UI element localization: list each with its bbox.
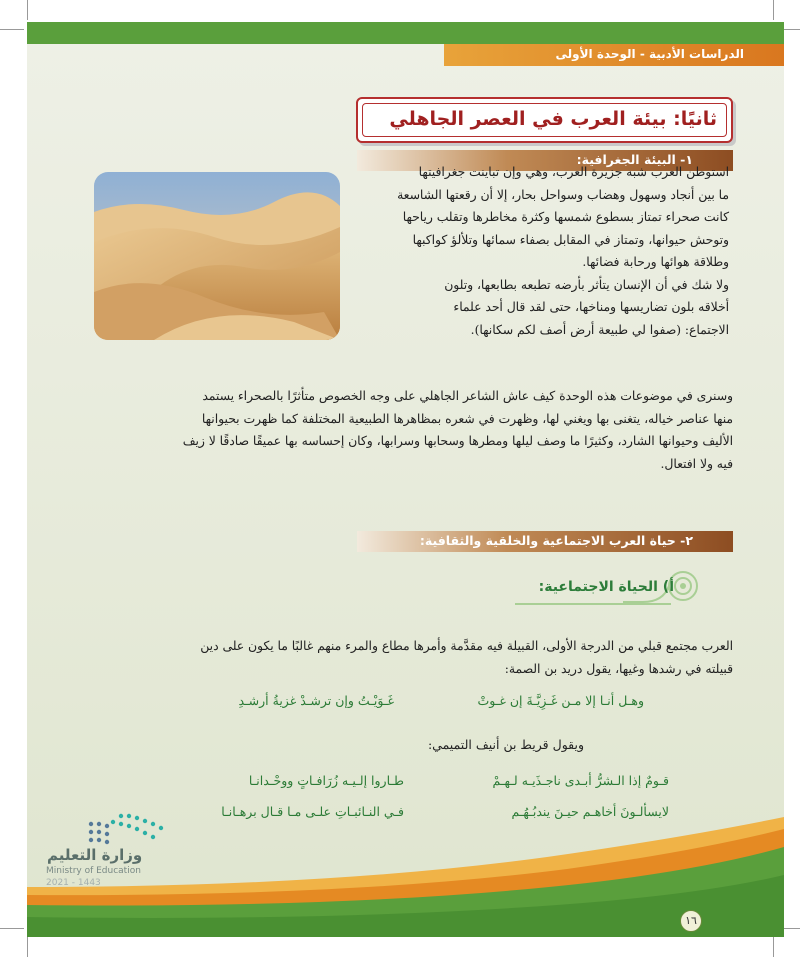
subheading-underline: [515, 603, 671, 605]
text-line: وطلاقة هوائها ورحابة فضائها.: [582, 255, 729, 269]
crop-mark: [27, 937, 28, 957]
text-line: قبيلته في رشدها وغيها، يقول دريد بن الصمة:: [504, 661, 733, 676]
page: [27, 22, 784, 937]
social-life-subheading: أ) الحياة الاجتماعية:: [538, 579, 674, 595]
social-paragraph: [97, 635, 733, 680]
crop-mark: [0, 29, 24, 30]
crop-mark: [773, 937, 774, 957]
text-line: ولا شك في أن الإنسان يتأثر بأرضه تطبعه بطابعها، وتلون: [444, 277, 729, 292]
text-line: الاجتماع: (صفوا لي طبيعة أرض أصف لكم سكانها).: [470, 322, 729, 337]
verse-ajuz: غَـوَيْـتُ وإن ترشـدْ غزيةُ أرشـدِ: [238, 693, 394, 708]
top-green-bar: [27, 22, 784, 44]
unit-header-label: الدراسات الأدبية - الوحدة الأولى: [555, 47, 744, 61]
ministry-logo-english: Ministry of Education: [46, 866, 141, 876]
text-line: كانت صحراء تمتاز بسطوع شمسها وكثرة مخاطرها وتقلب رياحها: [402, 210, 729, 224]
lesson-title-box: [356, 97, 733, 143]
geography-wide-paragraph: [97, 385, 733, 475]
text-line: ما بين أنجاد وسهول وهضاب وسواحل بحار، إلا أن رقعتها الشاسعة: [397, 187, 729, 202]
unit-header-tab: [444, 44, 784, 66]
text-line: فيه ولا افتعال.: [660, 456, 733, 471]
section-heading-bar: [357, 531, 733, 552]
verse-intro: ويقول قريط بن أنيف التميمي:: [427, 737, 584, 752]
section-heading-social: ٢- حياة العرب الاجتماعية والخلقية والثقافية:: [419, 533, 693, 548]
ministry-logo-arabic: وزارة التعليم: [47, 846, 143, 864]
verse-sadr: لايسألـونَ أخاهـم حيـنَ يندبُـهُـم: [511, 804, 669, 819]
text-line: العرب مجتمع قبلي من الدرجة الأولى، القبيلة فيه مقدَّمة وأمرها مطاع والمرء منهم غالبًا ما يكون على دين: [200, 639, 733, 653]
page-number: ١٦: [680, 910, 702, 932]
crop-mark: [0, 928, 24, 929]
desert-dunes-picture: [94, 172, 340, 340]
geography-paragraph: [329, 161, 729, 341]
verse-sadr: وهـل أنـا إلا مـن غَـزِيَّـةَ إن غـوتْ: [477, 693, 644, 708]
verse-ajuz: فـي النـائبـاتِ علـى مـا قـال برهـانـا: [221, 804, 404, 819]
text-line: الأليف وحيوانها الشارد، وكثيرًا ما وصف ليلها ومطرها وسحابها وسرابها، وكان إحساسه بها عميقًا صادقًا لا زيف: [182, 434, 733, 448]
text-line: وتوحش حيوانها، وتمتاز في المقابل بصفاء سمائها وتلألؤ كواكبها: [412, 232, 729, 247]
crop-mark: [773, 0, 774, 20]
text-line: أخلاقه بلون تضاريسها ومناخها، حتى لقد قال أحد علماء: [453, 300, 729, 314]
text-line: منها عناصر خياله، يتغنى بها ويغني لها، وظهرت في شعره بمظاهرها الطبيعية المختلفة كما ظهرت بحيوانها: [201, 411, 733, 426]
ministry-logo-year: 2021 - 1443: [46, 878, 101, 888]
lesson-title: ثانيًا: بيئة العرب في العصر الجاهلي: [389, 108, 717, 130]
verse-sadr: قـومٌ إذا الـشرُّ أبـدى ناجـذَيـه لـهـمْ: [492, 773, 669, 788]
ministry-logo-dots-icon: [51, 808, 181, 848]
text-line: استوطن العرب شبه جزيرة العرب، وهي وإن تباينت جغرافيتها: [418, 165, 729, 179]
crop-mark: [27, 0, 28, 20]
text-line: وسنرى في موضوعات هذه الوحدة كيف عاش الشاعر الجاهلي على وجه الخصوص متأثرًا بالصحراء يستمد: [202, 389, 733, 403]
verse-ajuz: طـاروا إلـيـه زُرَافـاتٍ ووحْـدانـا: [248, 773, 404, 788]
desert-image: [94, 172, 340, 340]
section-heading-geography: ١- البيئة الجغرافية:: [576, 152, 693, 167]
